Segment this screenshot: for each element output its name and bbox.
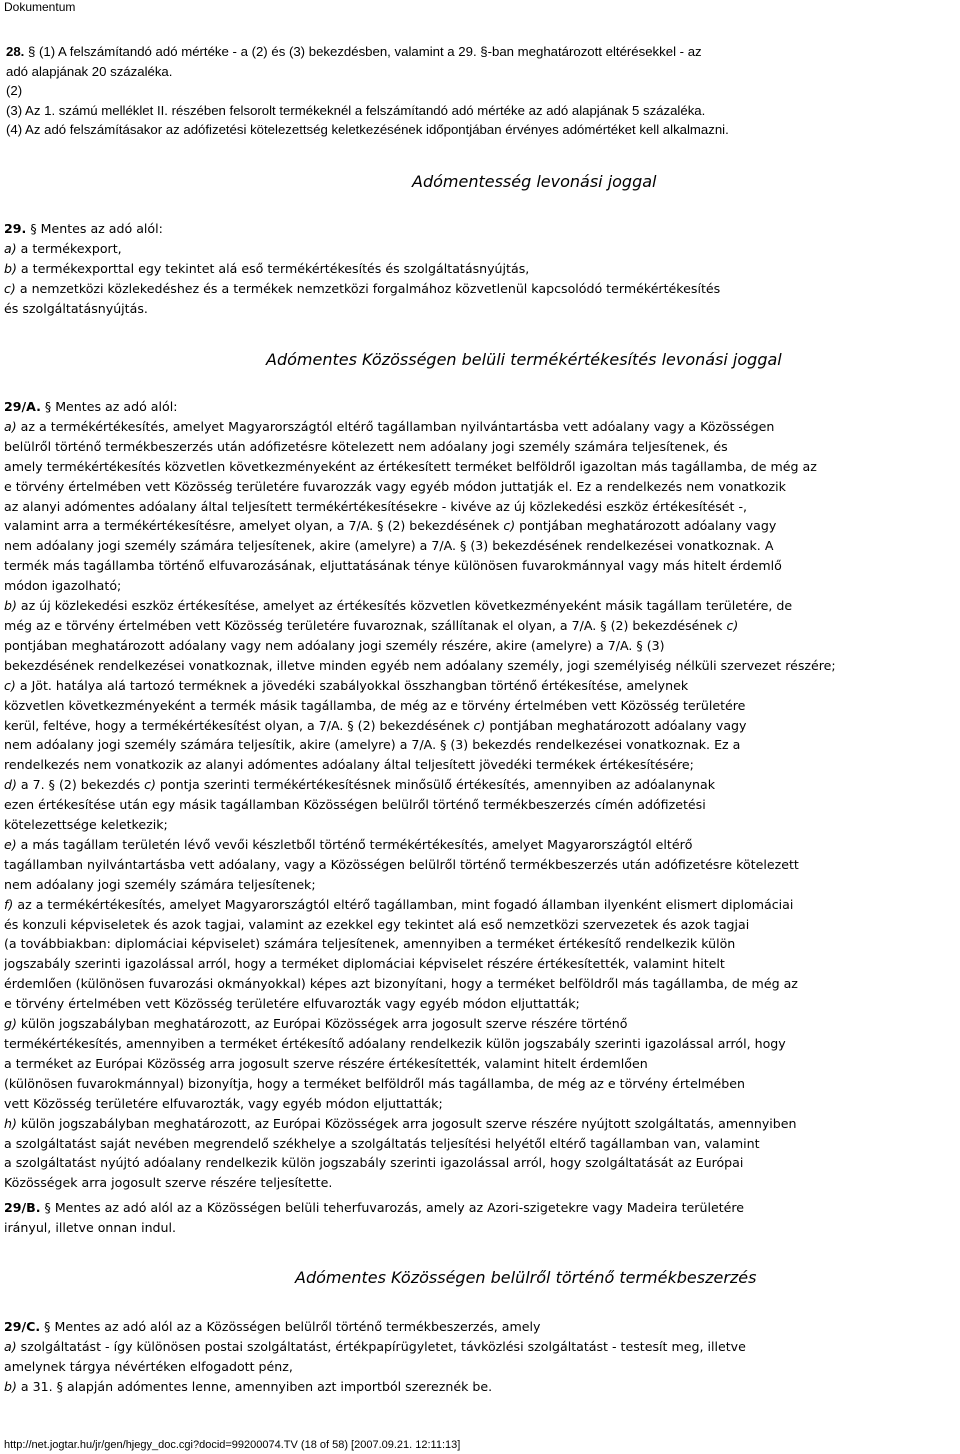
text-line: (2) — [6, 83, 23, 99]
text-line: (a továbbiakban: diplomáciai képviselet) számára teljesítenek, amennyiben a terméket értékesítő rendelkezik külön — [4, 936, 736, 952]
text-line: a terméket az Európai Közösség arra jogosult szerve részére értékesítették, valamint hitelt érdemlően — [4, 1055, 648, 1071]
text-line: 29/A. § Mentes az adó alól: — [4, 399, 178, 414]
text-line: (4) Az adó felszámításakor az adófizetési kötelezettség keletkezésének időpontjában érvényes adómértéket kell alkalmazni. — [6, 122, 729, 138]
text-line: c) a nemzetközi közlekedéshez és a termékek nemzetközi forgalmához közvetlenül kapcsolódó termékértékesítés — [4, 280, 721, 296]
text-line: e törvény értelmében vett Közösség területére fuvarozzák vagy egyéb módon juttatják el. Ez a rendelkezés nem vonatkozik — [4, 478, 786, 494]
section-28 — [6, 42, 956, 140]
text-line: b) az új közlekedési eszköz értékesítése, amelyet az értékesítés közvetlen következményeként másik tagállam területére, de — [4, 598, 793, 614]
text-line: (különösen fuvarokmánnyal) bizonyítja, hogy a terméket belföldről más tagállamba, de még az e törvény értelmében — [4, 1075, 745, 1091]
text-line: adó alapjának 20 százaléka. — [6, 63, 173, 79]
text-line: az alanyi adómentes adóalany által teljesített termékértékesítésekre - kivéve az új közlekedési eszköz értékesítését -, — [4, 498, 747, 514]
text-line: h) külön jogszabályban meghatározott, az Európai Közösségek arra jogosult szerve részére nyújtott szolgáltatás, amennyiben — [4, 1115, 797, 1131]
text-line: termékértékesítés, amennyiben a terméket értékesítő adóalany rendelkezik külön jogszabály szerinti igazolással arról, hogy — [4, 1036, 786, 1051]
text-line: belülről történő termékbeszerzés után adófizetésre kötelezett nem adóalany jogi személy számára teljesítenek, és — [4, 438, 728, 454]
text-line: 29. § Mentes az adó alól: — [4, 221, 163, 236]
section-29 — [4, 219, 956, 319]
text-line: még az e törvény értelmében vett Közösség területére fuvaroznak, szállítanak el olyan, a 7/A. § (2) bekezdésének c) — [4, 617, 739, 633]
window-title: Dokumentum — [4, 0, 76, 14]
text-line: a szolgáltatást nyújtó adóalany rendelkezik külön jogszabály szerinti igazolással arról, hogy szolgáltatását az Európai — [4, 1155, 744, 1171]
text-line: nem adóalany jogi személy számára teljesítik, akire (amelyre) a 7/A. § (3) bekezdés rendelkezései vonatkoznak. Ez a — [4, 737, 741, 753]
text-line: bekezdésének rendelkezései vonatkoznak, illetve minden egyéb nem adóalany személy, jogi személyiség nélküli szervezet részére; — [4, 657, 836, 673]
page-footer-url: http://net.jogtar.hu/jr/gen/hjegy_doc.cgi?docid=99200074.TV (18 of 58) [2007.09.21. 12:11:13] — [4, 1439, 461, 1451]
text-line: valamint arra a termékértékesítésre, amelyet olyan, a 7/A. § (2) bekezdésének c) pontjában meghatározott adóalany vagy — [4, 518, 777, 534]
text-line: g) külön jogszabályban meghatározott, az Európai Közösségek arra jogosult szerve részére történő — [4, 1016, 628, 1032]
text-line: b) a 31. § alapján adómentes lenne, amennyiben azt importból szereznék be. — [4, 1378, 493, 1394]
text-line: a szolgáltatást saját nevében megrendelő székhelye a szolgáltatás teljesítési helyétől eltérő tagállamban van, valamint — [4, 1135, 760, 1151]
text-line: módon igazolható; — [4, 578, 122, 594]
text-line: Közösségek arra jogosult szerve részére teljesítette. — [4, 1175, 333, 1191]
heading-kozossegen-beluli-termekertekesites: Adómentes Közösségen belüli termékértékesítés levonási joggal — [266, 350, 782, 369]
section-29a — [4, 397, 956, 1193]
text-line: a) a termékexport, — [4, 240, 122, 256]
text-line: (3) Az 1. számú melléklet II. részében felsorolt termékeknél a felszámítandó adó mértéke az adó alapjának 5 százaléka. — [6, 102, 706, 118]
text-line: érdemlően (különösen fuvarozási okmányokkal) képes azt bizonyítani, hogy a terméket belföldről más tagállamba, de még az — [4, 976, 798, 992]
text-line: a) szolgáltatást - így különösen postai szolgáltatást, értékpapírügyletet, távközlési szolgáltatást - testesít meg, illetve — [4, 1338, 746, 1354]
text-line: b) a termékexporttal egy tekintet alá eső termékértékesítés és szolgáltatásnyújtás, — [4, 260, 530, 276]
text-line: nem adóalany jogi személy számára teljesítenek; — [4, 876, 316, 892]
text-line: f) az a termékértékesítés, amelyet Magyarországtól eltérő tagállamban, mint fogadó államban ilyenként elismert diplomáciai — [4, 896, 794, 912]
text-line: 28. § (1) A felszámítandó adó mértéke - a (2) és (3) bekezdésben, valamint a 29. §-ban meghatározott eltérésekkel - az — [6, 44, 702, 59]
text-line: a) az a termékértékesítés, amelyet Magyarországtól eltérő tagállamban nyilvántartásba vett adóalany vagy a Közösségen — [4, 418, 775, 434]
text-line: c) a Jöt. hatálya alá tartozó terméknek a jövedéki szabályokkal összhangban történő értékesítése, amelynek — [4, 677, 689, 693]
text-line: irányul, illetve onnan indul. — [4, 1219, 177, 1235]
text-line: termék más tagállamba történő elfuvarozásának, eljuttatásának ténye különösen fuvarokmánnyal vagy más hitelt érdemlő — [4, 558, 782, 574]
text-line: vett Közösség területére elfuvarozták, vagy egyéb módon eljuttatták; — [4, 1095, 443, 1111]
text-line: tagállamban nyilvántartásba vett adóalany, vagy a Közösségen belülről történő termékbeszerzés után adófizetésre kötelezett — [4, 856, 799, 872]
text-line: 29/B. § Mentes az adó alól az a Közösségen belüli teherfuvarozás, amely az Azori-szigetekre vagy Madeira területére — [4, 1200, 745, 1215]
text-line: amely termékértékesítés közvetlen következményeként az értékesített terméket belföldről igazoltan más tagállamba, de még az — [4, 458, 817, 474]
text-line: 29/C. § Mentes az adó alól az a Közösségen belülről történő termékbeszerzés, amely — [4, 1319, 541, 1334]
text-line: d) a 7. § (2) bekezdés c) pontja szerinti termékértékesítésnek minősülő értékesítés, amennyiben az adóalanynak — [4, 777, 716, 793]
text-line: kötelezettsége keletkezik; — [4, 817, 168, 833]
text-line: nem adóalany jogi személy számára teljesítenek, akire (amelyre) a 7/A. § (3) bekezdésének rendelkezései vonatkoznak. A — [4, 538, 774, 554]
text-line: e) a más tagállam területén lévő vevői készletből történő termékértékesítés, amelyet Magyarországtól eltérő — [4, 836, 693, 852]
text-line: közvetlen következményeként a termék másik tagállamba, de még az e törvény értelmében vett Közösség területére — [4, 697, 746, 713]
text-line: rendelkezés nem vonatkozik az alanyi adómentes adóalany által teljesített jövedéki termékek értékesítésére; — [4, 757, 694, 773]
text-line: jogszabály szerinti igazolással arról, hogy a terméket diplomáciai képviselet részére értékesítették, valamint hitelt — [4, 956, 725, 972]
heading-kozossegen-belulrol-termekbeszerzes: Adómentes Közösségen belülről történő termékbeszerzés — [295, 1268, 757, 1287]
text-line: amelynek tárgya névértéken elfogadott pénz, — [4, 1358, 293, 1374]
text-line: e törvény értelmében vett Közösség területére elfuvarozták vagy egyéb módon eljuttatták; — [4, 996, 580, 1012]
text-line: ezen értékesítése után egy másik tagállamban Közösségen belülről történő termékbeszerzés címén adófizetési — [4, 797, 706, 813]
section-29c — [4, 1317, 956, 1397]
heading-adomentesseg-levonasi-joggal: Adómentesség levonási joggal — [412, 172, 657, 191]
text-line: kerül, feltéve, hogy a termékértékesítést olyan, a 7/A. § (2) bekezdésének c) pontjában meghatározott adóalany vagy — [4, 717, 747, 733]
text-line: és szolgáltatásnyújtás. — [4, 300, 148, 316]
text-line: és konzuli képviseletek és azok tagjai, valamint az ezekkel egy tekintet alá eső nemzetközi szervezetek és azok tagjai — [4, 916, 750, 932]
section-29b — [4, 1198, 956, 1238]
text-line: pontjában meghatározott adóalany vagy nem adóalany jogi személy részére, akire (amelyre) a 7/A. § (3) — [4, 637, 665, 653]
